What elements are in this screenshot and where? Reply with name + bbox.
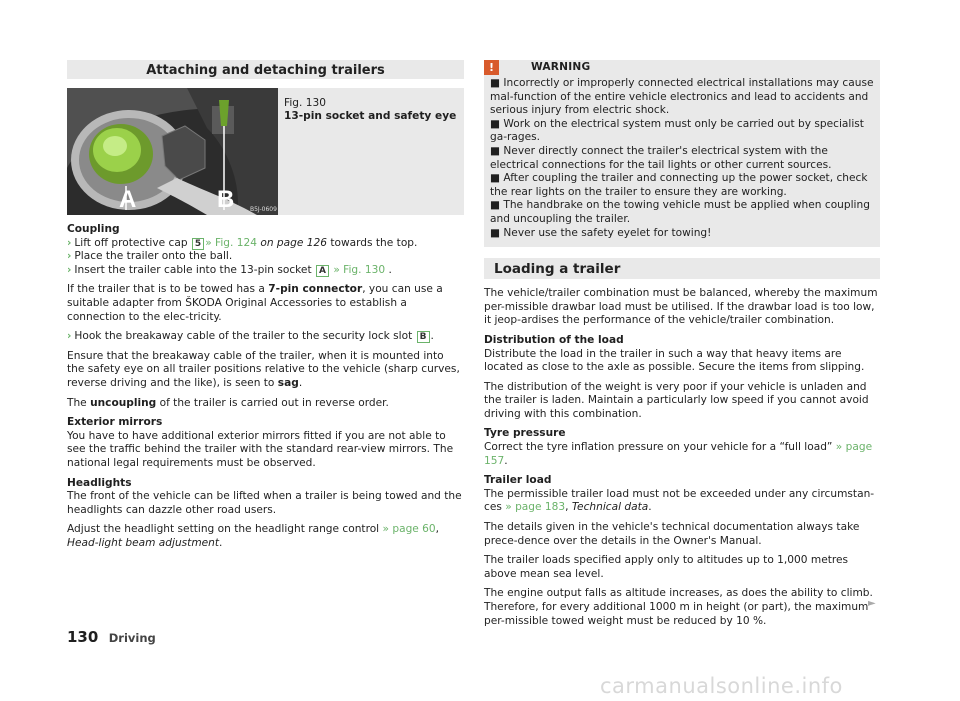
step-arrow-icon: ›: [67, 263, 72, 276]
step-arrow-icon: ›: [67, 330, 72, 343]
left-column: [67, 60, 464, 556]
warning-item: ■ The handbrake on the towing vehicle must be applied when coupling and uncoupling the trailer.: [490, 199, 870, 225]
step-arrow-icon: ›: [67, 236, 72, 249]
p-engine: The engine output falls as altitude increases, as does the ability to climb. Therefore, for every additional 1000 m in height (or part), the maximum per-missible towed weight must be reduced by 10 %.: [484, 587, 873, 627]
p-altitude: The trailer loads specified apply only to altitudes up to 1,000 metres above mean sea level.: [484, 554, 849, 580]
distribution-text: Distribute the load in the trailer in such a way that heavy items are located as close to the axle as possible. Secure the items from slipping.: [484, 347, 865, 374]
warning-item: ■ After coupling the trailer and connecting up the power socket, check the rear lights on the trailer to ensure they are working.: [490, 172, 868, 198]
key-b: B: [417, 331, 430, 343]
warning-body: [484, 75, 880, 240]
warning-item: ■ Never directly connect the trailer's electrical system with the electrical connections for the tail lights or other current sources.: [490, 144, 832, 171]
warning-item: ■ Work on the electrical system must only be carried out by specialist ga-rages.: [490, 117, 864, 144]
page-number: 130: [67, 628, 99, 646]
page-footer: [67, 628, 156, 646]
section-title-trailers: Attaching and detaching trailers: [67, 60, 464, 79]
link-page-183[interactable]: » page 183: [505, 501, 566, 514]
marker-b: B: [217, 186, 235, 213]
warning-label: WARNING: [531, 61, 591, 73]
step-lift-cap: › Lift off protective cap 5 » Fig. 124 on page 126 towards the top.: [67, 236, 418, 249]
right-column: [484, 60, 880, 634]
mirrors-heading: Exterior mirrors: [67, 416, 163, 429]
step-insert-cable: › Insert the trailer cable into the 13-pin socket A » Fig. 130 .: [67, 263, 392, 276]
link-page-60[interactable]: » page 60: [382, 523, 436, 536]
footer-section: Driving: [108, 631, 156, 645]
key-a: A: [316, 265, 329, 277]
warning-item: ■ Never use the safety eyelet for towing!: [490, 226, 712, 239]
step-arrow-icon: ›: [67, 250, 72, 263]
coupling-heading: Coupling: [67, 223, 120, 235]
step-place-trailer: › Place the trailer onto the ball.: [67, 250, 233, 263]
p-7pin: If the trailer that is to be towed has a 7-pin connector, you can use a suitable adapter from ŠKODA Original Accessories to establish a connection to the elec-tricity.: [67, 283, 443, 323]
warning-icon: !: [484, 60, 499, 75]
watermark: carmanualsonline.info: [600, 674, 843, 698]
tyre-text: Correct the tyre inflation pressure on your vehicle for a “full load” » page 157.: [484, 441, 873, 467]
mirrors-text: You have to have additional exterior mirrors fitted if you are not able to see the traffic behind the trailer with the standard rear-view mirrors. The national legal requirements must be observed.: [67, 429, 454, 469]
step-hook-cable: › Hook the breakaway cable of the trailer to the security lock slot B .: [67, 330, 434, 343]
link-fig-130[interactable]: » Fig. 130: [333, 263, 386, 276]
link-fig-124[interactable]: » Fig. 124: [205, 236, 257, 249]
distribution-heading: Distribution of the load: [484, 333, 624, 346]
figure-image: [67, 88, 278, 215]
warning-box: [484, 60, 880, 247]
key-5: 5: [192, 238, 204, 250]
section-title-loading: Loading a trailer: [484, 258, 880, 279]
continue-arrow-icon: ►: [868, 598, 876, 609]
figure-code: B5J-0609: [250, 206, 277, 213]
tyre-heading: Tyre pressure: [484, 427, 566, 440]
warning-header: [484, 60, 880, 75]
socket-illustration: [67, 88, 278, 215]
trailer-load-text: The permissible trailer load must not be exceeded under any circumstan-ces » page 183, Technical data.: [484, 487, 875, 514]
marker-a: A: [119, 186, 137, 213]
p-details: The details given in the vehicle's technical documentation always take prece-dence over the details in the Owner's Manual.: [484, 521, 860, 547]
link-page-157[interactable]: » page 157: [484, 441, 873, 467]
distribution-text-2: The distribution of the weight is very poor if your vehicle is unladen and the trailer is laden. Maintain a particularly low speed if you cannot avoid driving with this combination.: [484, 380, 869, 420]
headlights-heading: Headlights: [67, 476, 132, 489]
p-sag: Ensure that the breakaway cable of the trailer, when it is mounted into the safety eye on all trailer positions relative to the vehicle (sharp curves, reverse driving and the like), is seen to sag.: [67, 349, 460, 389]
p-uncoupling: The uncoupling of the trailer is carried out in reverse order.: [67, 396, 389, 409]
loading-intro: The vehicle/trailer combination must be balanced, whereby the maximum per-missible drawbar load must be utilised. If the drawbar load is too low, it jeop-ardises the performance of the vehicle/trailer combination.: [484, 287, 878, 327]
figure-caption-text: 13-pin socket and safety eye: [284, 109, 457, 122]
headlights-text: The front of the vehicle can be lifted when a trailer is being towed and the headlights can dazzle other road users.: [67, 490, 462, 516]
trailer-load-heading: Trailer load: [484, 474, 552, 487]
p-adjust: Adjust the headlight setting on the headlight range control » page 60, Head-light beam adjustment.: [67, 523, 440, 549]
figure-130: [67, 88, 464, 215]
figure-label: Fig. 130: [284, 97, 326, 109]
figure-caption: [284, 97, 456, 122]
warning-item: ■ Incorrectly or improperly connected electrical installations may cause mal-function of the entire vehicle electronics and lead to accidents and serious injury from electric shock.: [490, 77, 874, 117]
